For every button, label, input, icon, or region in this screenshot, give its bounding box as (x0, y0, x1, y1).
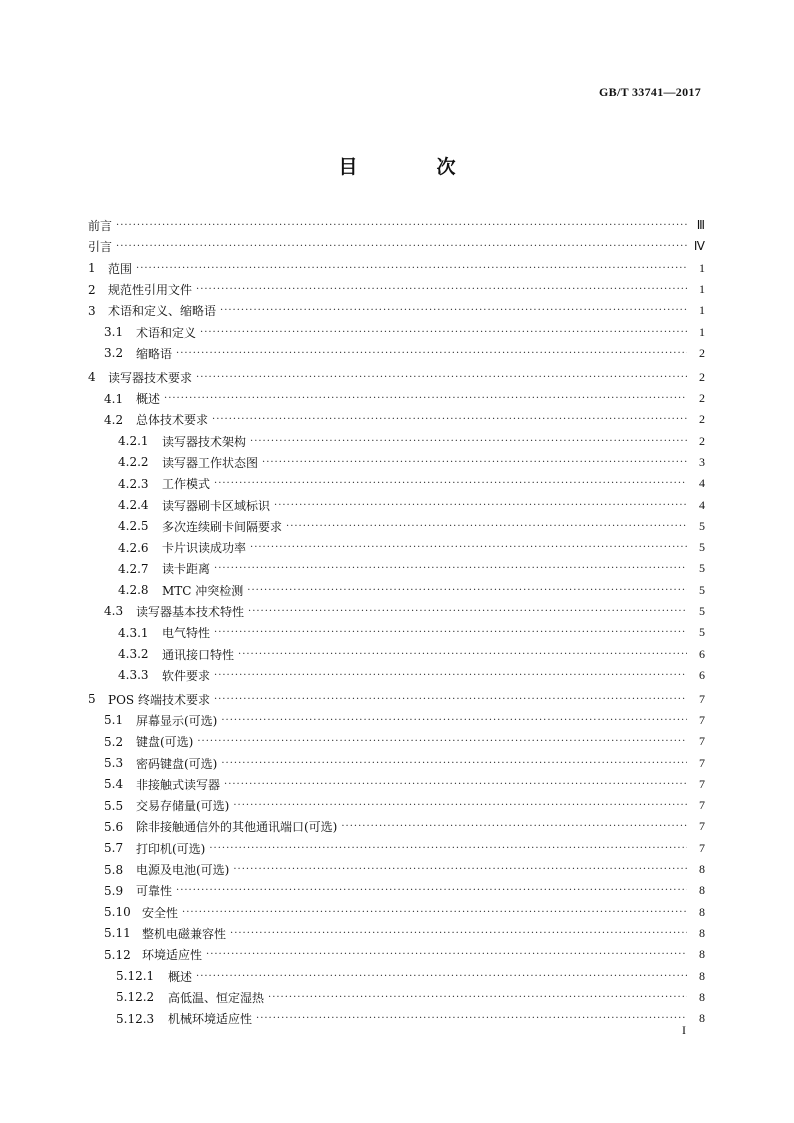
toc-entry-text: 范围 (108, 261, 133, 276)
toc-entry-page: 8 (699, 925, 705, 940)
toc-entry-number: 5.5 (104, 798, 124, 813)
leader-dots (221, 758, 687, 769)
toc-entry-page: 2 (699, 433, 705, 448)
toc-entry-text: 术语和定义、缩略语 (108, 304, 217, 319)
toc-entry-number: 5.3 (104, 756, 124, 771)
toc-entry[interactable] (88, 537, 705, 558)
leader-dots (214, 478, 687, 489)
toc-entry[interactable] (88, 752, 705, 773)
toc-entry-text: 总体技术要求 (136, 413, 209, 428)
toc-entry-page: 7 (699, 776, 705, 791)
toc-entry-page: Ⅲ (696, 218, 705, 233)
toc-entry-text: 多次连续刷卡间隔要求 (162, 519, 283, 534)
toc-entry-text: 概述 (136, 392, 161, 407)
toc-entry-page: 5 (699, 518, 705, 533)
toc-entry-text: 机械环境适应性 (168, 1012, 253, 1027)
toc-entry[interactable] (88, 430, 705, 451)
toc-entry-page: 4 (699, 476, 705, 491)
leader-dots (286, 521, 687, 532)
toc-entry-page: 5 (699, 582, 705, 597)
toc-entry-page: 1 (699, 303, 705, 318)
toc-entry-page: 7 (699, 798, 705, 813)
toc-entry-text: 读写器技术架构 (162, 434, 247, 449)
toc-entry-text: 屏幕显示(可选) (136, 713, 218, 728)
leader-dots (248, 606, 687, 617)
page-number: I (682, 1023, 686, 1037)
toc-entry-text: 除非接触通信外的其他通讯端口(可选) (136, 820, 338, 835)
leader-dots (214, 627, 687, 638)
leader-dots (233, 864, 687, 875)
toc-entry-number: 3.2 (104, 346, 124, 361)
toc-entry-page: 7 (699, 755, 705, 770)
toc-entry-number: 5.8 (104, 862, 124, 877)
leader-dots (268, 992, 687, 1003)
leader-dots (196, 284, 687, 295)
toc-entry-number: 4.3.3 (118, 668, 149, 683)
toc-entry-text: 卡片识读成功率 (162, 541, 247, 556)
toc-entry[interactable] (88, 643, 705, 664)
toc-entry-page: 2 (699, 412, 705, 427)
toc-entry-page: 5 (699, 625, 705, 640)
toc-entry-number: 4.3.1 (118, 625, 149, 640)
toc-entry-number: 5.11 (104, 926, 131, 941)
toc-entry-text: 工作模式 (162, 477, 211, 492)
toc-entry-number: 5.12.2 (116, 990, 155, 1005)
leader-dots (341, 821, 687, 832)
toc-entry-page: 8 (699, 1011, 705, 1026)
toc-entry-number: 3.1 (104, 325, 124, 340)
toc-entry-text: 非接触式读写器 (136, 777, 221, 792)
toc-entry-text: 键盘(可选) (136, 735, 194, 750)
leader-dots (200, 327, 687, 338)
toc-entry-page: 6 (699, 667, 705, 682)
toc-entry-number: 4.2.1 (118, 434, 149, 449)
toc-entry[interactable] (88, 215, 705, 236)
toc-entry-page: 5 (699, 561, 705, 576)
toc-entry-text: POS 终端技术要求 (108, 692, 210, 707)
toc-entry-page: 6 (699, 646, 705, 661)
leader-dots (116, 241, 687, 252)
toc-entry-text: 可靠性 (136, 884, 173, 899)
toc-entry-page: 2 (699, 369, 705, 384)
toc-entry[interactable] (88, 494, 705, 515)
leader-dots (136, 263, 687, 274)
leader-dots (233, 800, 687, 811)
table-of-contents (88, 215, 705, 1029)
toc-entry-page: 7 (699, 691, 705, 706)
toc-entry-text: 高低温、恒定湿热 (168, 990, 265, 1005)
leader-dots (197, 736, 687, 747)
toc-entry-page: Ⅳ (693, 239, 705, 254)
leader-dots (182, 907, 687, 918)
toc-entry-page: 8 (699, 968, 705, 983)
toc-entry-text: 通讯接口特性 (162, 647, 235, 662)
page-title: 目 次 (338, 156, 486, 178)
toc-entry[interactable] (88, 343, 705, 364)
leader-dots (212, 414, 687, 425)
toc-entry[interactable] (88, 838, 705, 859)
toc-entry-number: 5.9 (104, 883, 124, 898)
toc-entry[interactable] (88, 473, 705, 494)
leader-dots (256, 1013, 687, 1024)
toc-entry-page: 3 (699, 454, 705, 469)
toc-entry-number: 4.1 (104, 391, 124, 406)
toc-entry-page: 2 (699, 391, 705, 406)
toc-entry-text: 规范性引用文件 (108, 283, 193, 298)
toc-entry-text: 软件要求 (162, 668, 211, 683)
toc-entry-number: 4.2.2 (118, 455, 149, 470)
toc-entry-number: 5.12.1 (116, 969, 155, 984)
leader-dots (116, 220, 687, 231)
toc-entry-number: 4 (88, 370, 96, 385)
toc-entry-page: 8 (699, 904, 705, 919)
toc-entry[interactable] (88, 859, 705, 880)
toc-entry-page: 8 (699, 947, 705, 962)
leader-dots (224, 779, 687, 790)
toc-entry-number: 5.12.3 (116, 1011, 155, 1026)
toc-entry-page: 8 (699, 883, 705, 898)
toc-entry-page: 8 (699, 862, 705, 877)
toc-entry[interactable] (88, 516, 705, 537)
toc-entry-number: 4.2.5 (118, 519, 149, 534)
toc-entry-text: 读写器工作状态图 (162, 455, 259, 470)
toc-entry[interactable] (88, 774, 705, 795)
leader-dots (250, 542, 687, 553)
toc-entry-number: 5.4 (104, 777, 124, 792)
toc-entry-number: 4.2.4 (118, 498, 149, 512)
toc-entry[interactable] (88, 558, 705, 579)
leader-dots (164, 393, 687, 404)
toc-entry-number: 5.7 (104, 841, 124, 856)
toc-entry-text: 读写器基本技术特性 (136, 604, 245, 619)
toc-entry[interactable] (88, 258, 705, 279)
toc-entry-number: 3 (88, 303, 96, 318)
toc-entry[interactable] (88, 795, 705, 816)
toc-entry-text: 整机电磁兼容性 (142, 926, 227, 941)
leader-dots (221, 715, 687, 726)
toc-entry-number: 4.2.6 (118, 540, 149, 555)
leader-dots (196, 372, 687, 383)
toc-entry-text: 安全性 (142, 905, 179, 920)
toc-entry-page: 1 (699, 260, 705, 275)
toc-entry[interactable] (88, 367, 705, 388)
leader-dots (214, 694, 687, 705)
toc-entry-text: 电气特性 (162, 626, 211, 641)
toc-entry-number: 4.3.2 (118, 647, 149, 662)
toc-entry-page: 7 (699, 712, 705, 727)
toc-entry-number: 4.2.8 (118, 583, 149, 598)
toc-entry-page: 5 (699, 540, 705, 555)
toc-entry-text: 术语和定义 (136, 325, 197, 340)
toc-entry-page: 1 (699, 282, 705, 297)
toc-entry-text: 环境适应性 (142, 948, 203, 963)
toc-entry[interactable] (88, 731, 705, 752)
toc-entry-page: 7 (699, 840, 705, 855)
leader-dots (250, 436, 687, 447)
toc-entry-number: 5 (88, 692, 96, 707)
toc-entry[interactable] (88, 880, 705, 901)
toc-entry[interactable] (88, 923, 705, 944)
toc-entry-number: 4.2 (104, 412, 124, 427)
toc-entry-page: 4 (699, 497, 705, 512)
leader-dots (230, 928, 687, 939)
leader-dots (206, 949, 687, 960)
toc-entry-page: 1 (699, 324, 705, 339)
leader-dots (238, 649, 687, 660)
leader-dots (262, 457, 687, 468)
leader-dots (247, 585, 687, 596)
toc-entry[interactable] (88, 1008, 705, 1029)
leader-dots (176, 885, 687, 896)
toc-entry[interactable] (88, 965, 705, 986)
toc-entry-number: 2 (88, 282, 96, 297)
toc-entry[interactable] (88, 816, 705, 837)
toc-entry[interactable] (88, 601, 705, 622)
toc-entry[interactable] (88, 622, 705, 643)
toc-entry[interactable] (88, 710, 705, 731)
toc-entry[interactable] (88, 409, 705, 430)
toc-entry[interactable] (88, 321, 705, 342)
toc-entry-text: 读写器技术要求 (108, 370, 193, 385)
toc-entry[interactable] (88, 665, 705, 686)
toc-entry[interactable] (88, 944, 705, 965)
toc-entry-page: 7 (699, 734, 705, 749)
toc-entry-number: 5.2 (104, 734, 124, 749)
toc-entry-number: 5.12 (104, 947, 131, 962)
leader-dots (274, 500, 687, 511)
toc-entry-text: 缩略语 (136, 346, 173, 361)
toc-entry-text: 读卡距离 (162, 562, 211, 577)
toc-entry[interactable] (88, 987, 705, 1008)
toc-entry-number: 4.3 (104, 604, 124, 619)
toc-entry-number: 5.6 (104, 819, 124, 834)
toc-entry-page: 7 (699, 819, 705, 834)
leader-dots (220, 305, 687, 316)
toc-entry-number: 5.10 (104, 905, 131, 920)
toc-entry-text: 电源及电池(可选) (136, 863, 230, 878)
standard-code: GB/T 33741—2017 (599, 85, 701, 99)
toc-entry[interactable] (88, 236, 705, 257)
toc-entry-text: 密码键盘(可选) (136, 756, 218, 771)
leader-dots (196, 971, 687, 982)
toc-entry-page: 8 (699, 989, 705, 1004)
toc-entry-text: MTC 冲突检测 (162, 583, 244, 598)
toc-entry[interactable] (88, 689, 705, 710)
toc-entry-page: 2 (699, 345, 705, 360)
toc-entry[interactable] (88, 279, 705, 300)
toc-entry-number: 1 (88, 261, 96, 276)
toc-entry[interactable] (88, 580, 705, 601)
toc-entry-text: 引言 (88, 240, 113, 255)
toc-entry-number: 5.1 (104, 713, 124, 728)
toc-entry-text: 前言 (88, 219, 113, 234)
toc-entry-text: 打印机(可选) (136, 841, 206, 856)
toc-entry[interactable] (88, 452, 705, 473)
toc-entry[interactable] (88, 300, 705, 321)
leader-dots (209, 843, 687, 854)
toc-entry-number: 4.2.7 (118, 561, 149, 576)
toc-entry-text: 交易存储量(可选) (136, 799, 230, 814)
toc-entry-page: 5 (699, 603, 705, 618)
leader-dots (214, 563, 687, 574)
toc-entry-text: 读写器刷卡区域标识 (162, 498, 271, 513)
toc-entry-text: 概述 (168, 969, 193, 984)
leader-dots (176, 348, 687, 359)
leader-dots (214, 670, 687, 681)
toc-entry[interactable] (88, 902, 705, 923)
toc-entry[interactable] (88, 388, 705, 409)
toc-entry-number: 4.2.3 (118, 476, 149, 491)
